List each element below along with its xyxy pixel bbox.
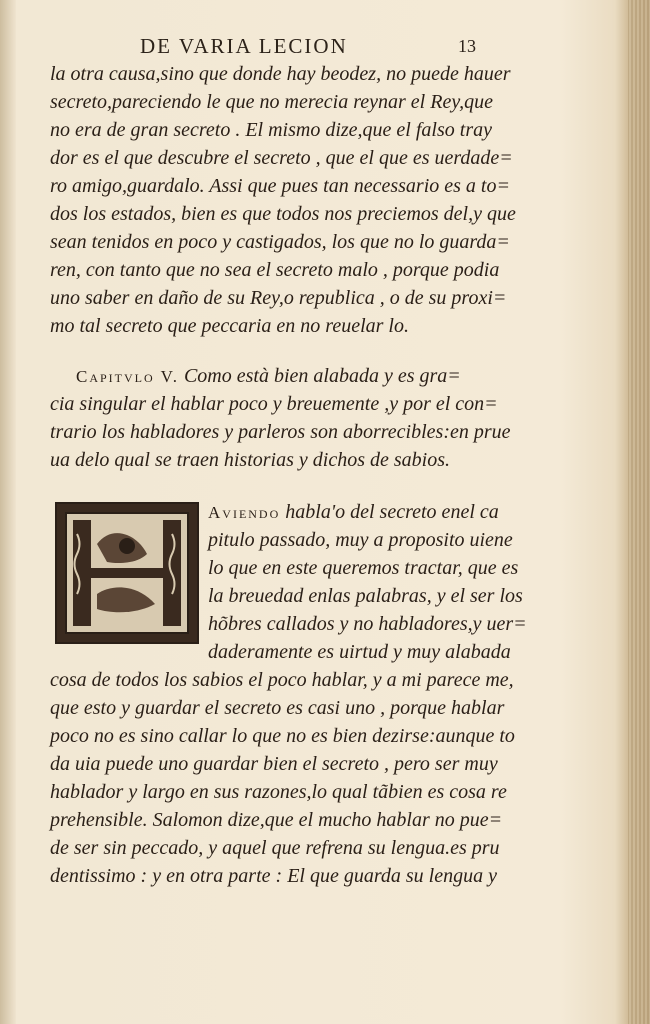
opening-line (208, 500, 499, 525)
text-line: da uia puede uno guardar bien el secreto , pero ser muy (50, 753, 498, 775)
chapter-title-line: trario los habladores y parleros son aborrecibles:en prue (50, 421, 511, 443)
text-line: dor es el que descubre el secreto , que el que es uerdade= (50, 147, 513, 169)
page-edge (628, 0, 650, 1024)
chapter-heading (76, 364, 461, 389)
opening-word: Aviendo (208, 503, 281, 522)
text-line: la otra causa,sino que donde hay beodez, no puede hauer (50, 63, 511, 85)
chapter-title-line: cia singular el hablar poco y breuemente ,y por el con= (50, 393, 498, 415)
initial-ornament-icon (67, 514, 187, 632)
text-line: cosa de todos los sabios el poco hablar, y a mi parece me, (50, 669, 514, 691)
text-line: uno saber en daño de su Rey,o republica , o de su proxi= (50, 287, 507, 309)
running-head (140, 34, 520, 58)
running-title: DE VARIA LECION (140, 34, 348, 58)
text-line: no era de gran secreto . El mismo dize,que el falso tray (50, 119, 492, 141)
text-line: prehensible. Salomon dize,que el mucho hablar no pue= (50, 809, 503, 831)
text-line: ro amigo,guardalo. Assi que pues tan necessario es a to= (50, 175, 510, 197)
text-line: poco no es sino callar lo que no es bien dezirse:aunque to (50, 725, 515, 747)
decorated-initial (55, 502, 199, 644)
text-line: secreto,pareciendo le que no merecia reynar el Rey,que (50, 91, 493, 113)
chapter-title-line: ua delo qual se traen historias y dichos de sabios. (50, 449, 450, 471)
text-line: hablador y largo en sus razones,lo qual tãbien es cosa re (50, 781, 507, 803)
page-gutter (0, 0, 16, 1024)
opening-line-text: habla'o del secreto enel ca (285, 501, 499, 523)
text-line: daderamente es uirtud y muy alabada (208, 641, 511, 663)
text-line: de ser sin peccado, y aquel que refrena su lengua.es pru (50, 837, 500, 859)
text-line: que esto y guardar el secreto es casi uno , porque hablar (50, 697, 505, 719)
text-line: dos los estados, bien es que todos nos preciemos del,y que (50, 203, 516, 225)
text-line: ren, con tanto que no sea el secreto malo , porque podia (50, 259, 500, 281)
initial-frame (65, 512, 189, 634)
text-line: lo que en este queremos tractar, que es (208, 557, 519, 579)
chapter-title-line: Como està bien alabada y es gra= (183, 365, 461, 387)
text-line: hõbres callados y no habladores,y uer= (208, 613, 527, 635)
text-line: pitulo passado, muy a proposito uiene (208, 529, 513, 551)
page-number: 13 (458, 36, 476, 56)
chapter-label: Capitvlo V. (76, 367, 179, 386)
text-line: la breuedad enlas palabras, y el ser los (208, 585, 523, 607)
text-line: dentissimo : y en otra parte : El que guarda su lengua y (50, 865, 497, 887)
text-line: sean tenidos en poco y castigados, los que no lo guarda= (50, 231, 510, 253)
text-line: mo tal secreto que peccaria en no reuelar lo. (50, 315, 409, 337)
